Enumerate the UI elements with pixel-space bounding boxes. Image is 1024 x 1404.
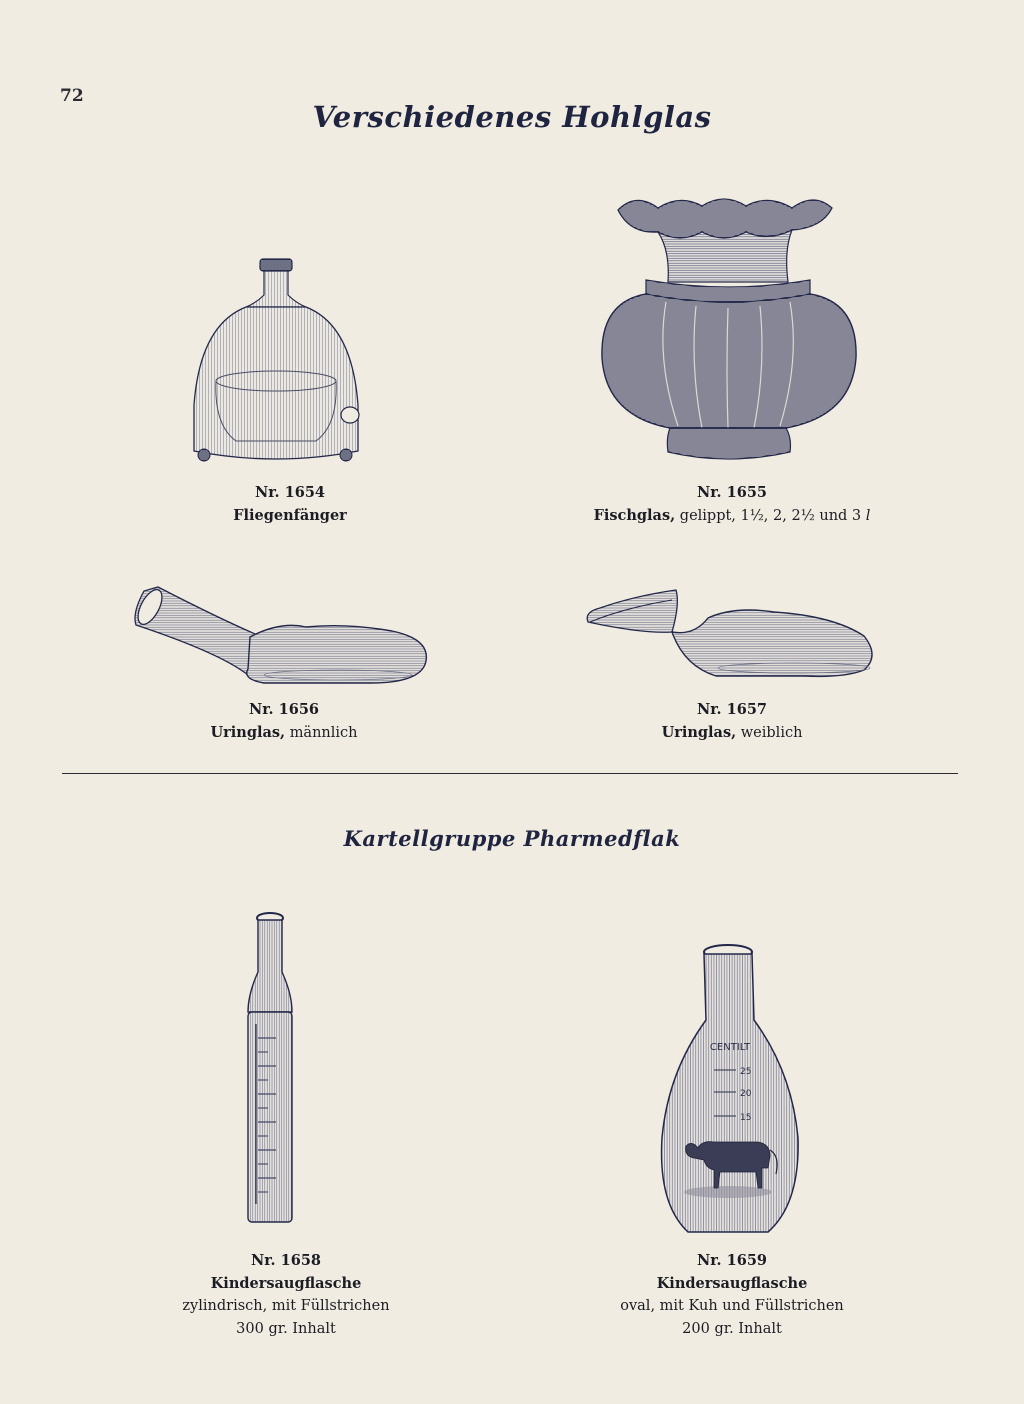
item-number: Nr. 1658	[250, 1252, 321, 1269]
caption-1655	[562, 482, 902, 527]
item-description	[562, 505, 902, 528]
item-name: Uringlas,	[661, 723, 737, 741]
item-number: Nr. 1655	[696, 484, 767, 501]
item-detail: oval, mit Kuh und Füllstrichen	[620, 1298, 844, 1314]
item-number: Nr. 1657	[696, 701, 767, 718]
caption-1656	[114, 699, 454, 744]
fly-trap-glass-illustration	[186, 255, 366, 470]
item-capacity: 200 gr. Inhalt	[682, 1320, 782, 1337]
bottle-level-20: 20	[740, 1089, 752, 1099]
caption-1654	[120, 482, 460, 527]
item-number: Nr. 1656	[248, 701, 319, 718]
urinal-male-illustration	[130, 583, 430, 688]
item-name: Uringlas,	[210, 723, 286, 741]
item-detail: weiblich	[740, 724, 803, 741]
item-detail: männlich	[289, 724, 358, 741]
caption-1657	[562, 699, 902, 744]
item-detail: zylindrisch, mit Füllstrichen	[182, 1298, 390, 1314]
bottle-unit-text: CENTILT	[709, 1042, 751, 1053]
item-name: Kindersaugflasche	[210, 1274, 362, 1292]
item-number: Nr. 1659	[696, 1252, 767, 1269]
item-name: Fliegenfänger	[233, 506, 347, 524]
section-divider	[62, 773, 958, 774]
cylindrical-baby-bottle-illustration	[242, 908, 298, 1230]
item-unit: l	[865, 507, 871, 524]
page-number: 72	[60, 86, 84, 106]
item-name: Fischglas,	[593, 506, 676, 524]
oval-baby-bottle-illustration	[658, 942, 804, 1240]
item-detail: gelippt, 1½, 2, 2½ und 3	[679, 507, 862, 524]
item-number: Nr. 1654	[254, 484, 325, 501]
bottle-level-15: 15	[740, 1113, 752, 1123]
subsection-title: Kartellgruppe Pharmedflak	[343, 826, 681, 851]
urinal-female-illustration	[584, 578, 880, 682]
fish-bowl-illustration	[596, 190, 862, 465]
caption-1659	[562, 1250, 902, 1340]
item-capacity: 300 gr. Inhalt	[236, 1320, 336, 1337]
section-title: Verschiedenes Hohlglas	[312, 100, 712, 134]
item-name: Kindersaugflasche	[656, 1274, 808, 1292]
item-description	[562, 722, 902, 745]
item-description	[114, 722, 454, 745]
bottle-level-25: 25	[740, 1067, 752, 1077]
caption-1658	[116, 1250, 456, 1340]
